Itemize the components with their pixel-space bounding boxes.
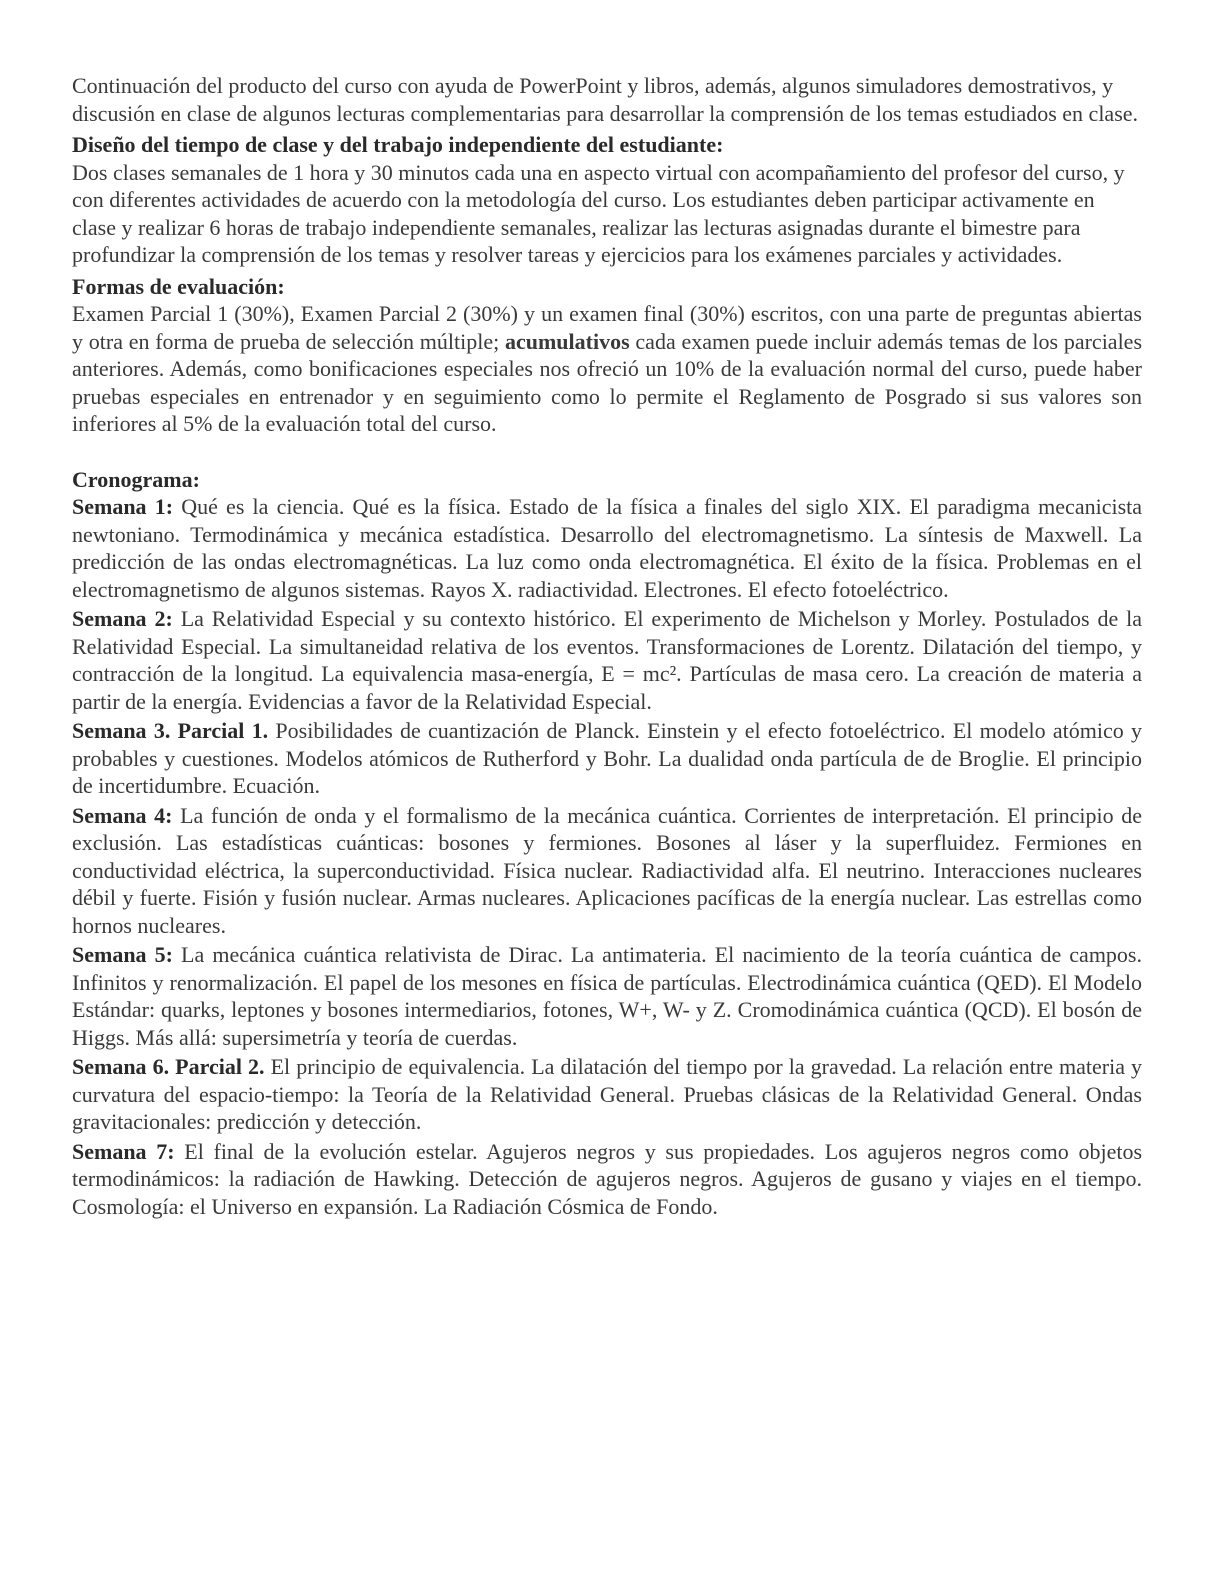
evaluation-emphasis: acumulativos bbox=[504, 328, 630, 354]
week-text: Posibilidades de cuantización de Planck. Einstein y el efecto fotoeléctrico. El modelo atómico y probables y cuestiones. Modelos atómicos de Rutherford y Bohr. La dualidad onda partícula de de Broglie. El principio de incertidumbre. Ecuación. bbox=[72, 718, 1143, 798]
week-text: El principio de equivalencia. La dilatación del tiempo por la gravedad. La relación entre materia y curvatura del espacio-tiempo: la Teoría de la Relatividad General. Pruebas clásicas de la Relatividad General. Ondas gravitacionales: predicción y detección. bbox=[72, 1054, 1143, 1134]
evaluation-paragraph bbox=[72, 300, 1142, 438]
week-text: Qué es la ciencia. Qué es la física. Estado de la física a finales del siglo XIX. El paradigma mecanicista newtoniano. Termodinámica y mecánica estadística. Desarrollo del electromagnetismo. La síntesis de Maxwell. La predicción de las ondas electromagnéticas. La luz como onda electromagnética. El éxito de la física. Problemas en el electromagnetismo de algunos sistemas. Rayos X. radiactividad. Electrones. El efecto fotoeléctrico. bbox=[72, 494, 1143, 602]
distribution-heading: Diseño del tiempo de clase y del trabajo independiente del estudiante: bbox=[72, 132, 724, 157]
week-entry bbox=[72, 605, 1142, 715]
week-label: Semana 5: bbox=[72, 942, 173, 967]
week-entry bbox=[72, 1053, 1142, 1136]
week-entry bbox=[72, 941, 1142, 1051]
week-entry bbox=[72, 493, 1142, 603]
week-text: La Relatividad Especial y su contexto histórico. El experimento de Michelson y Morley. Postulados de la Relatividad Especial. La simultaneidad relativa de los eventos. Transformaciones de Lorentz. Dilatación del tiempo, y contracción de la longitud. La equivalencia masa-energía, E = mc². Partículas de masa cero. La creación de materia a partir de la energía. Evidencias a favor de la Relatividad Especial. bbox=[72, 606, 1143, 714]
week-text: La función de onda y el formalismo de la mecánica cuántica. Corrientes de interpretación. El principio de exclusión. Las estadísticas cuánticas: bosones y fermiones. Bosones al láser y la superfluidez. Fermiones en conductividad eléctrica, la superconductividad. Física nuclear. Radiactividad alfa. El neutrino. Interacciones nucleares débil y fuerte. Fisión y fusión nuclear. Armas nucleares. Aplicaciones pacíficas de la energía nuclear. Las estrellas como hornos nucleares. bbox=[72, 802, 1143, 938]
week-label: Semana 6. Parcial 2. bbox=[72, 1054, 265, 1079]
week-text: El final de la evolución estelar. Agujeros negros y sus propiedades. Los agujeros negros como objetos termodinámicos: la radiación de Hawking. Detección de agujeros negros. Agujeros de gusano y viajes en el tiempo. Cosmología: el Universo en expansión. La Radiación Cósmica de Fondo. bbox=[72, 1138, 1143, 1219]
week-text: La mecánica cuántica relativista de Dirac. La antimateria. El nacimiento de la teoría cuántica de campos. Infinitos y renormalización. El papel de los mesones en física de partículas. Electrodinámica cuántica (QED). El Modelo Estándar: quarks, leptones y bosones intermediarios, fotones, W+, W- y Z. Cromodinámica cuántica (QCD). El bosón de Higgs. Más allá: supersimetría y teoría de cuerdas. bbox=[72, 942, 1142, 1050]
week-label: Semana 4: bbox=[72, 802, 173, 828]
week-label: Semana 7: bbox=[72, 1138, 175, 1164]
evaluation-text-after: cada examen puede incluir además temas de los parciales anteriores. Además, como bonificaciones especiales nos ofreció un 10% de la evaluación normal del curso, puede haber pruebas especiales en entrenador y en seguimiento como lo permite el Reglamento de Posgrado si sus valores son inferiores al 5% de la evaluación total del curso. bbox=[72, 328, 1143, 436]
week-label: Semana 3. Parcial 1. bbox=[72, 718, 269, 743]
week-entry bbox=[72, 802, 1142, 940]
document-page bbox=[72, 72, 1142, 1220]
week-entry bbox=[72, 1138, 1142, 1221]
evaluation-text-before: Examen Parcial 1 (30%), Examen Parcial 2 (30%) y un examen final (30%) escritos, con una parte de preguntas abiertas y otra en forma de prueba de selección múltiple; bbox=[72, 301, 1142, 354]
week-label: Semana 2: bbox=[72, 606, 173, 631]
distribution-paragraph: Dos clases semanales de 1 hora y 30 minutos cada una en aspecto virtual con acompañamiento del profesor del curso, y con diferentes actividades de acuerdo con la metodología del curso. Los estudiantes deben participar activamente en clase y realizar 6 horas de trabajo independiente semanales, realizar las lecturas asignadas durante el bimestre para profundizar la comprensión de los temas y resolver tareas y ejercicios para los exámenes parciales y actividades. bbox=[72, 159, 1125, 267]
schedule-heading: Cronograma: bbox=[72, 466, 200, 492]
week-entry bbox=[72, 717, 1142, 800]
week-label: Semana 1: bbox=[72, 494, 174, 519]
schedule-list bbox=[72, 493, 1142, 1220]
evaluation-heading: Formas de evaluación: bbox=[72, 273, 285, 299]
intro-paragraph: Continuación del producto del curso con ayuda de PowerPoint y libros, además, algunos simuladores demostrativos, y discusión en clase de algunos lecturas complementarias para desarrollar la comprensión de los temas estudiados en clase. bbox=[72, 73, 1139, 126]
